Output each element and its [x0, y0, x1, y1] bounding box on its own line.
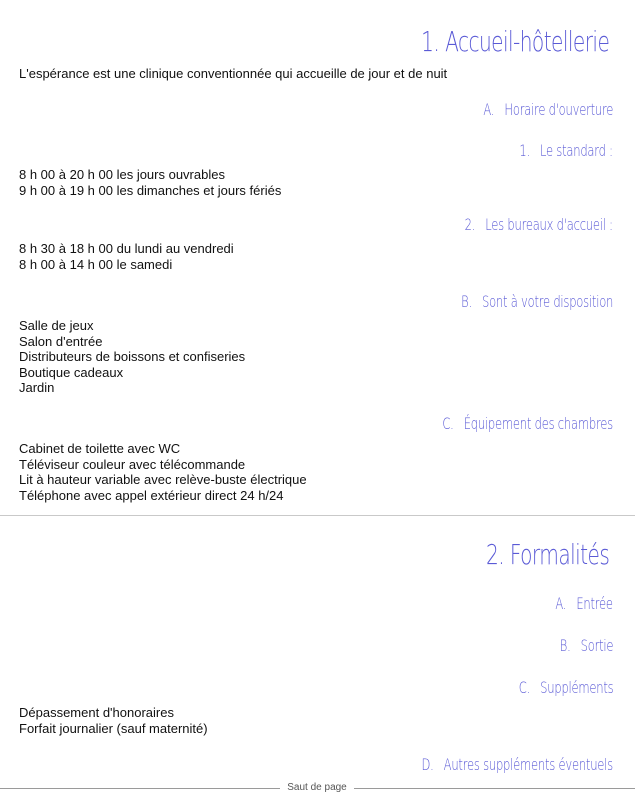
heading-equipement-chambres — [442, 414, 613, 434]
heading-text: Entrée — [576, 594, 613, 613]
heading-number: D. — [421, 755, 434, 774]
heading-number: A. — [483, 100, 495, 119]
heading-entree — [556, 594, 613, 614]
list-item: Téléviseur couleur avec télécommande — [19, 456, 246, 472]
heading-number: 2. — [464, 215, 476, 234]
section-divider — [0, 515, 635, 516]
heading-le-standard — [520, 141, 613, 161]
list-item: Dépassement d'honoraires — [19, 705, 174, 720]
heading-text: Sortie — [580, 636, 613, 655]
list-item: Boutique cadeaux — [19, 364, 124, 380]
page-break-label: Saut de page — [287, 782, 347, 793]
intro-paragraph: L'espérance est une clinique conventionnée qui accueille de jour et de nuit — [19, 66, 448, 81]
list-item: Jardin — [19, 380, 55, 395]
office-hours-weekdays: 8 h 30 à 18 h 00 du lundi au vendredi — [19, 241, 234, 256]
list-item: Téléphone avec appel extérieur direct 24 h/24 — [19, 487, 284, 503]
heading-text: Horaire d'ouverture — [504, 100, 613, 119]
heading-horaire-ouverture — [483, 100, 613, 120]
heading-sortie — [560, 636, 613, 656]
heading-number: B. — [461, 292, 472, 311]
heading-a-votre-disposition — [461, 292, 613, 312]
heading-number: A. — [555, 594, 567, 613]
page-break-line-right — [354, 788, 635, 789]
list-item: Salle de jeux — [19, 318, 94, 333]
list-item: Cabinet de toilette avec WC — [19, 441, 181, 456]
heading-number: 1. — [519, 141, 531, 160]
list-item: Salon d'entrée — [19, 333, 103, 349]
list-item: Forfait journalier (sauf maternité) — [19, 720, 208, 736]
heading-supplements — [518, 678, 613, 698]
list-item: Lit à hauteur variable avec relève-buste électrique — [19, 472, 307, 487]
heading-bureaux-accueil — [465, 215, 613, 235]
heading-text: Suppléments — [539, 678, 613, 697]
heading-text: Équipement des chambres — [463, 414, 613, 433]
page-break-line-left — [0, 788, 280, 789]
heading-accueil-hotellerie: 1. Accueil-hôtellerie — [420, 25, 609, 58]
heading-number: B. — [559, 636, 571, 655]
page-break-marker — [0, 781, 635, 795]
heading-text: Le standard : — [540, 141, 613, 160]
heading-number: C. — [518, 678, 530, 697]
heading-text: Les bureaux d'accueil : — [485, 215, 613, 234]
standard-hours-sundays: 9 h 00 à 19 h 00 les dimanches et jours fériés — [19, 182, 282, 198]
standard-hours-weekdays: 8 h 00 à 20 h 00 les jours ouvrables — [19, 167, 225, 182]
heading-number: C. — [442, 414, 454, 433]
office-hours-saturday: 8 h 00 à 14 h 00 le samedi — [19, 256, 173, 272]
heading-text: Sont à votre disposition — [481, 292, 613, 311]
heading-formalites: 2. Formalités — [485, 538, 609, 571]
list-item: Distributeurs de boissons et confiseries — [19, 349, 246, 364]
heading-text: Autres suppléments éventuels — [443, 755, 613, 774]
heading-autres-supplements — [422, 755, 613, 775]
